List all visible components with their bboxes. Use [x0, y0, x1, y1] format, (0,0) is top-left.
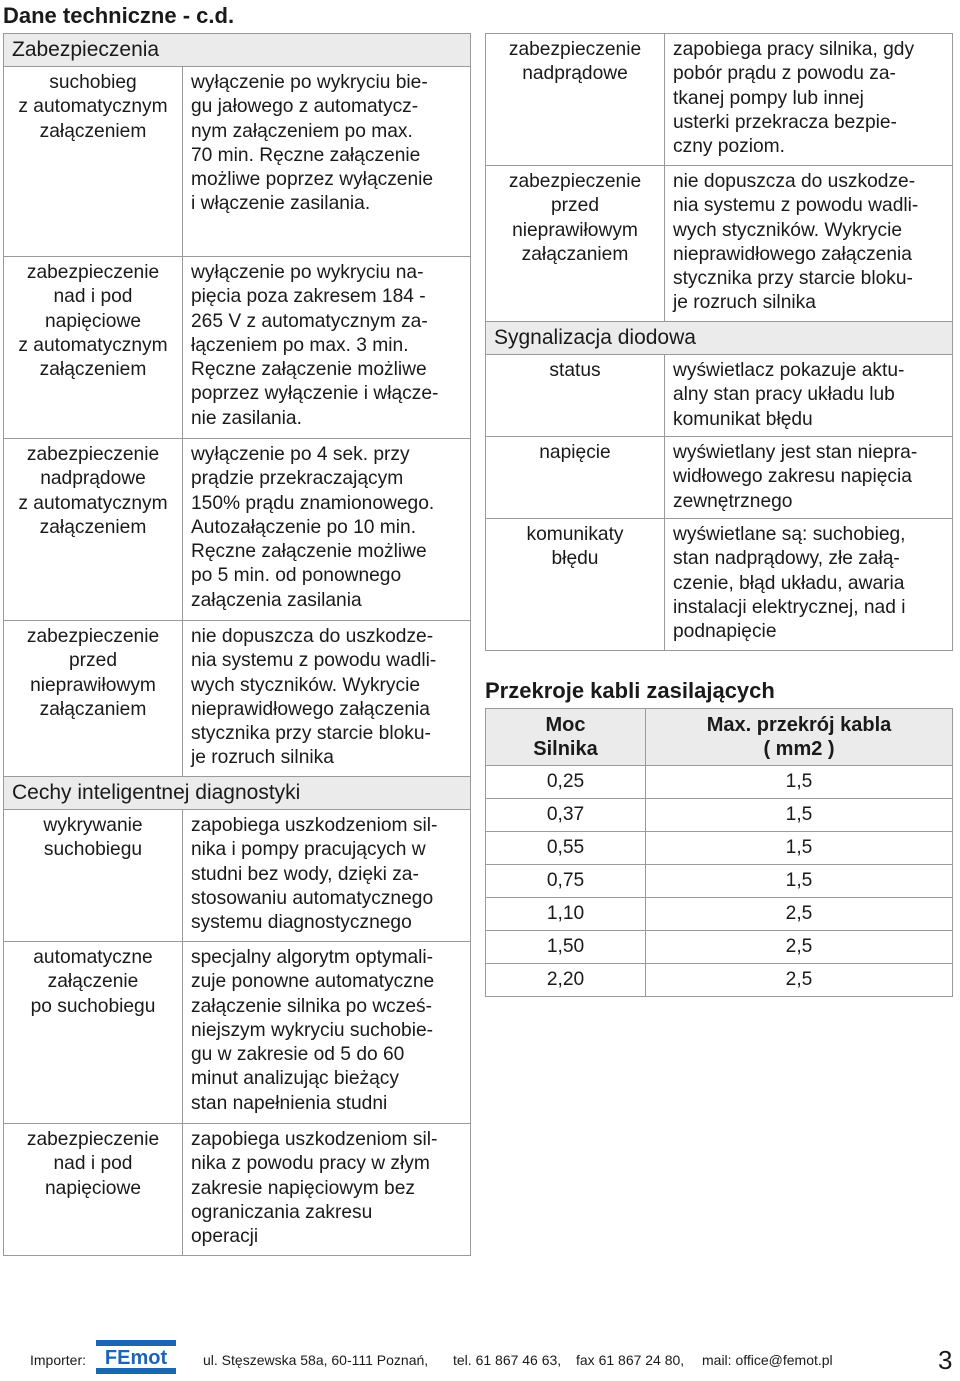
protections-header: Zabezpieczenia — [4, 34, 471, 67]
table-row — [486, 766, 953, 799]
row-label: suchobieg z automatycznym załączeniem — [4, 67, 183, 257]
column-header-power: Moc Silnika — [486, 709, 646, 766]
row-label: automatyczne załączenie po suchobiegu — [4, 942, 183, 1124]
row-text: nie dopuszcza do uszkodze- nia systemu z powodu wadli- wych styczników. Wykrycie nieprawidłowego załączenia stycznika przy starcie bloku- je rozruch silnika — [183, 621, 471, 777]
importer-label: Importer: — [30, 1352, 87, 1368]
protections-right-table — [485, 33, 953, 651]
cross-section-cell: 2,5 — [646, 964, 953, 997]
cross-section-cell: 1,5 — [646, 766, 953, 799]
table-row — [486, 166, 953, 322]
cross-section-cell: 1,5 — [646, 832, 953, 865]
power-cell: 0,75 — [486, 865, 646, 898]
row-label: wykrywanie suchobiegu — [4, 810, 183, 942]
cable-table — [485, 708, 953, 997]
table-row — [486, 34, 953, 166]
table-row — [486, 519, 953, 651]
telephone: tel. 61 867 46 63, — [453, 1352, 562, 1368]
power-cell: 2,20 — [486, 964, 646, 997]
power-cell: 1,50 — [486, 931, 646, 964]
row-label: zabezpieczenie przed nieprawiłowym załączaniem — [4, 621, 183, 777]
power-cell: 1,10 — [486, 898, 646, 931]
page-title: Dane techniczne - c.d. — [3, 3, 235, 28]
power-cell: 0,25 — [486, 766, 646, 799]
email-link[interactable]: mail: office@femot.pl — [702, 1352, 833, 1368]
row-label: zabezpieczenie nadprądowe — [486, 34, 665, 166]
cross-section-cell: 1,5 — [646, 865, 953, 898]
table-row — [486, 437, 953, 519]
row-text: wyświetlane są: suchobieg, stan nadprądowy, złe załą- czenie, błąd układu, awaria instalacji elektrycznej, nad i podnapięcie — [665, 519, 953, 651]
row-text: specjalny algorytm optymali- zuje ponowne automatyczne załączenie silnika po wcześ- niejszym wykryciu suchobie- gu w zakresie od 5 do 60 minut analizując bieżący stan napełnienia studni — [183, 942, 471, 1124]
address: ul. Stęszewska 58a, 60-111 Poznań, — [203, 1352, 429, 1368]
row-label: status — [486, 355, 665, 437]
table-row — [486, 865, 953, 898]
row-text: zapobiega uszkodzeniom sil- nika i pompy pracujących w studni bez wody, dzięki za- stosowaniu automatycznego systemu diagnostycznego — [183, 810, 471, 942]
row-text: zapobiega uszkodzeniom sil- nika z powodu pracy w złym zakresie napięciowym bez ograniczania zakresu operacji — [183, 1124, 471, 1256]
table-row — [486, 964, 953, 997]
cross-section-cell: 2,5 — [646, 931, 953, 964]
row-label: zabezpieczenie nad i pod napięciowe z automatycznym załączeniem — [4, 257, 183, 439]
table-row — [486, 355, 953, 437]
diagnostics-header: Cechy inteligentnej diagnostyki — [4, 777, 471, 810]
table-row — [486, 931, 953, 964]
led-signaling-header: Sygnalizacja diodowa — [486, 322, 953, 355]
column-header-cross-section: Max. przekrój kabla ( mm2 ) — [646, 709, 953, 766]
table-row — [4, 439, 471, 621]
row-text: wyświetlany jest stan niepra- widłowego zakresu napięcia zewnętrznego — [665, 437, 953, 519]
row-label: zabezpieczenie nadprądowe z automatycznym załączeniem — [4, 439, 183, 621]
fax: fax 61 867 24 80, — [576, 1352, 685, 1368]
row-text: wyłączenie po wykryciu na- pięcia poza zakresem 184 - 265 V z automatycznym za- łączeniem po max. 3 min. Ręczne załączenie możliwe poprzez wyłączenie i włącze- nie zasilania. — [183, 257, 471, 439]
row-label: zabezpieczenie nad i pod napięciowe — [4, 1124, 183, 1256]
logo-text: FEmot — [104, 1347, 168, 1369]
power-cell: 0,55 — [486, 832, 646, 865]
row-label: napięcie — [486, 437, 665, 519]
row-text: wyłączenie po wykryciu bie- gu jałowego z automatycz- nym załączeniem po max. 70 min. Ręczne załączenie możliwe poprzez wyłączenie i włączenie zasilania. — [183, 67, 471, 257]
row-label: zabezpieczenie przed nieprawiłowym załączaniem — [486, 166, 665, 322]
cross-section-cell: 2,5 — [646, 898, 953, 931]
row-label: komunikaty błędu — [486, 519, 665, 651]
table-row — [4, 257, 471, 439]
power-cell: 0,37 — [486, 799, 646, 832]
row-text: wyświetlacz pokazuje aktu- alny stan pracy układu lub komunikat błędu — [665, 355, 953, 437]
protections-table — [3, 33, 471, 1256]
table-row — [4, 621, 471, 777]
row-text: zapobiega pracy silnika, gdy pobór prądu z powodu za- tkanej pompy lub innej usterki przekracza bezpie- czny poziom. — [665, 34, 953, 166]
cross-section-cell: 1,5 — [646, 799, 953, 832]
page-number: 3 — [938, 1345, 953, 1375]
cable-section-title: Przekroje kabli zasilających — [485, 678, 775, 703]
table-row — [4, 942, 471, 1124]
table-row — [4, 810, 471, 942]
table-row — [486, 898, 953, 931]
row-text: wyłączenie po 4 sek. przy prądzie przekraczającym 150% prądu znamionowego. Autozałączenie po 10 min. Ręczne załączenie możliwe po 5 min. od ponownego załączenia zasilania — [183, 439, 471, 621]
table-row — [4, 67, 471, 257]
table-row — [486, 799, 953, 832]
table-row — [486, 832, 953, 865]
table-row — [4, 1124, 471, 1256]
femot-logo — [96, 1340, 176, 1374]
row-text: nie dopuszcza do uszkodze- nia systemu z powodu wadli- wych styczników. Wykrycie nieprawidłowego załączenia stycznika przy starcie bloku- je rozruch silnika — [665, 166, 953, 322]
